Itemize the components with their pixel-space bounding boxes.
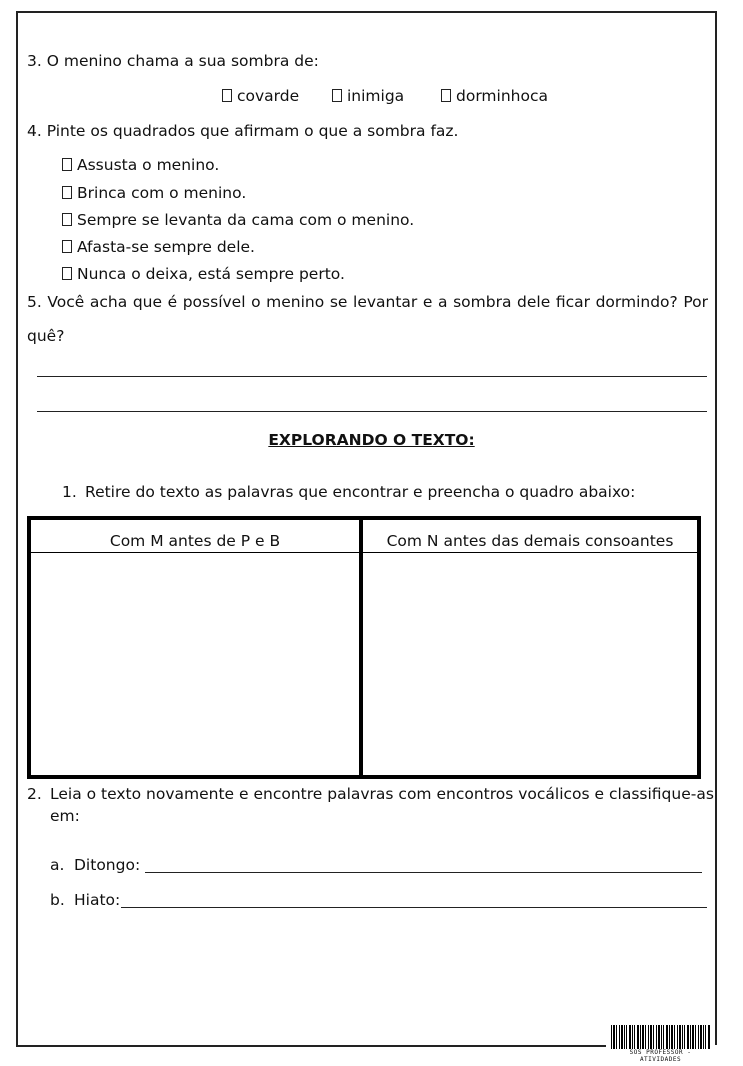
checkbox-icon[interactable] xyxy=(62,213,72,226)
q4-option[interactable]: Assusta o menino. xyxy=(62,155,219,175)
q4-option[interactable]: Sempre se levanta da cama com o menino. xyxy=(62,210,414,230)
checkbox-icon[interactable] xyxy=(62,186,72,199)
checkbox-icon[interactable] xyxy=(62,158,72,171)
sub-b-label: Hiato: xyxy=(74,891,121,909)
ditongo-answer-line[interactable] xyxy=(145,872,702,873)
sub-b-letter: b. xyxy=(50,891,65,909)
checkbox-icon[interactable] xyxy=(332,89,342,102)
answer-line[interactable] xyxy=(37,411,707,412)
checkbox-icon[interactable] xyxy=(62,240,72,253)
answer-line[interactable] xyxy=(37,376,707,377)
option-covarde[interactable]: covarde xyxy=(222,86,299,106)
column-divider xyxy=(359,520,363,775)
barcode-icon xyxy=(611,1025,710,1049)
item-2-line1: Leia o texto novamente e encontre palavras com encontros vocálicos e classifique-as xyxy=(50,785,714,803)
sub-a-letter: a. xyxy=(50,856,65,874)
option-dorminhoca[interactable]: dorminhoca xyxy=(441,86,548,106)
item-1-number: 1. xyxy=(62,483,77,501)
question-4: 4. Pinte os quadrados que afirmam o que a sombra faz. xyxy=(27,122,459,140)
words-table xyxy=(27,516,701,779)
q4-option[interactable]: Brinca com o menino. xyxy=(62,183,246,203)
q4-option[interactable]: Afasta-se sempre dele. xyxy=(62,237,255,257)
q4-option[interactable]: Nunca o deixa, está sempre perto. xyxy=(62,264,345,284)
checkbox-icon[interactable] xyxy=(441,89,451,102)
header-line xyxy=(31,552,697,553)
question-5-line2: quê? xyxy=(27,327,65,345)
item-1-text: Retire do texto as palavras que encontrar e preencha o quadro abaixo: xyxy=(85,483,636,501)
table-header-m: Com M antes de P e B xyxy=(109,532,281,550)
question-3: 3. O menino chama a sua sombra de: xyxy=(27,52,319,70)
checkbox-icon[interactable] xyxy=(62,267,72,280)
checkbox-icon[interactable] xyxy=(222,89,232,102)
option-inimiga[interactable]: inimiga xyxy=(332,86,404,106)
bottom-line xyxy=(16,1045,606,1047)
item-2-number: 2. xyxy=(27,785,42,803)
table-header-n: Com N antes das demais consoantes xyxy=(386,532,674,550)
section-title: EXPLORANDO O TEXTO: xyxy=(268,431,475,449)
hiato-answer-line[interactable] xyxy=(121,907,707,908)
sub-a-label: Ditongo: xyxy=(74,856,141,874)
item-2-line2: em: xyxy=(50,807,80,825)
barcode-caption: SOS PROFESSOR - ATIVIDADES xyxy=(629,1049,692,1063)
question-5-line1: 5. Você acha que é possível o menino se levantar e a sombra dele ficar dormindo? Por xyxy=(27,293,708,311)
